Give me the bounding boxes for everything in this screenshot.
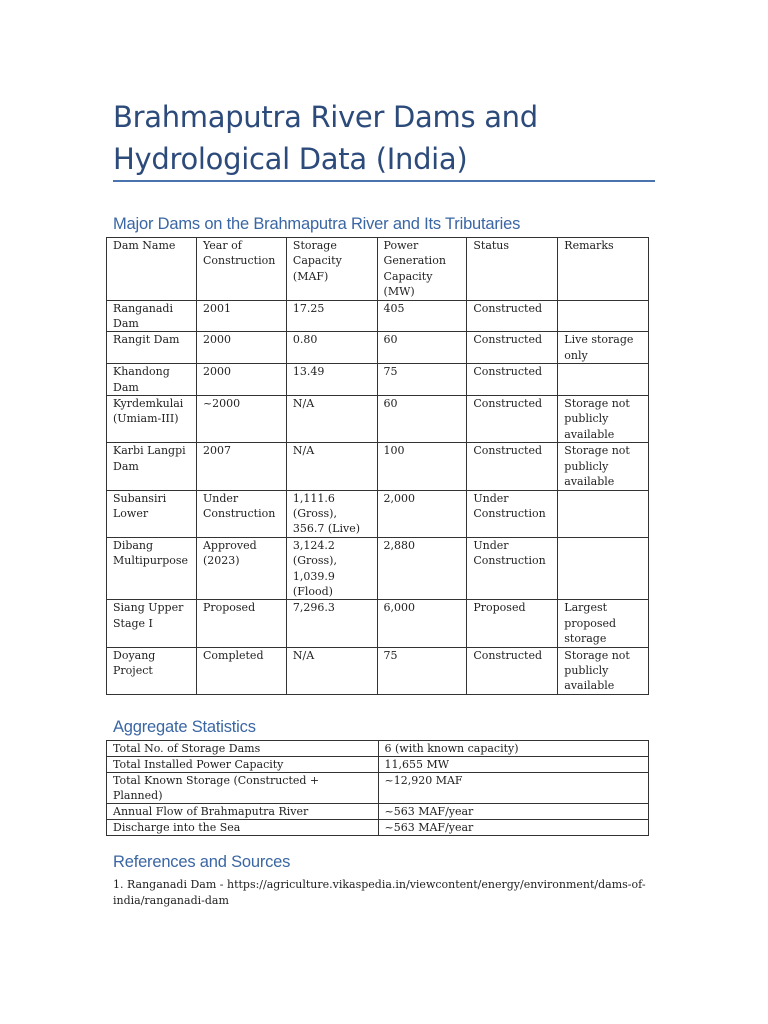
reference-item: 1. Ranganadi Dam - https://agriculture.vikaspedia.in/viewcontent/energy/environment/dams-of-india/ranganadi-dam [113,878,646,907]
dam-name-cell: Karbi Langpi Dam [107,443,197,490]
remarks-cell [558,300,649,332]
table-row [107,647,649,694]
stat-label-cell: Total Known Storage (Constructed + Planned) [107,773,379,804]
storage-cell: 17.25 [286,300,377,332]
dam-name-cell: Ranganadi Dam [107,300,197,332]
dam-name-cell: Khandong Dam [107,364,197,396]
dam-name-cell: Rangit Dam [107,332,197,364]
remarks-cell [558,490,649,537]
year-cell: 2000 [196,332,286,364]
year-cell: 2000 [196,364,286,396]
remarks-cell: Storage not publicly available [558,443,649,490]
table-row [107,820,649,836]
dam-name-cell: Siang Upper Stage I [107,600,197,647]
power-cell: 2,880 [377,537,467,600]
storage-cell: 1,111.6 (Gross), 356.7 (Live) [286,490,377,537]
year-cell: Approved (2023) [196,537,286,600]
table-row [107,537,649,600]
header-power: Power Generation Capacity (MW) [377,238,467,301]
power-cell: 60 [377,332,467,364]
table-row [107,396,649,443]
header-remarks: Remarks [558,238,649,301]
storage-cell: N/A [286,443,377,490]
storage-cell: N/A [286,647,377,694]
stat-value-cell: 6 (with known capacity) [378,741,648,757]
page-title: Brahmaputra River Dams and Hydrological Data (India) [113,100,538,176]
status-cell: Constructed [467,443,558,490]
table-row [107,490,649,537]
table-row [107,741,649,757]
dam-name-cell: Doyang Project [107,647,197,694]
table-row [107,332,649,364]
title-divider [113,180,655,182]
stat-value-cell: ~563 MAF/year [378,820,648,836]
status-cell: Constructed [467,647,558,694]
stat-label-cell: Annual Flow of Brahmaputra River [107,804,379,820]
table-row [107,773,649,804]
year-cell: Completed [196,647,286,694]
stat-value-cell: ~563 MAF/year [378,804,648,820]
power-cell: 2,000 [377,490,467,537]
dams-section-heading: Major Dams on the Brahmaputra River and Its Tributaries [113,215,521,233]
year-cell: ~2000 [196,396,286,443]
status-cell: Constructed [467,332,558,364]
table-row [107,300,649,332]
remarks-cell: Live storage only [558,332,649,364]
header-status: Status [467,238,558,301]
table-row [107,443,649,490]
status-cell: Constructed [467,364,558,396]
storage-cell: N/A [286,396,377,443]
dam-name-cell: Kyrdemkulai (Umiam-III) [107,396,197,443]
dams-table [106,237,649,695]
storage-cell: 0.80 [286,332,377,364]
aggregate-stats-table [106,740,649,836]
header-dam-name: Dam Name [107,238,197,301]
power-cell: 75 [377,364,467,396]
year-cell: Proposed [196,600,286,647]
status-cell: Under Construction [467,537,558,600]
table-row [107,600,649,647]
storage-cell: 7,296.3 [286,600,377,647]
stat-value-cell: 11,655 MW [378,757,648,773]
stat-label-cell: Total Installed Power Capacity [107,757,379,773]
status-cell: Under Construction [467,490,558,537]
remarks-cell [558,364,649,396]
remarks-cell: Storage not publicly available [558,396,649,443]
storage-cell: 3,124.2 (Gross), 1,039.9 (Flood) [286,537,377,600]
stat-value-cell: ~12,920 MAF [378,773,648,804]
dam-name-cell: Dibang Multipurpose [107,537,197,600]
references-section-heading: References and Sources [113,853,291,871]
table-row [107,804,649,820]
power-cell: 75 [377,647,467,694]
power-cell: 100 [377,443,467,490]
stat-label-cell: Total No. of Storage Dams [107,741,379,757]
stat-label-cell: Discharge into the Sea [107,820,379,836]
status-cell: Proposed [467,600,558,647]
remarks-cell: Largest proposed storage [558,600,649,647]
header-storage: Storage Capacity (MAF) [286,238,377,301]
status-cell: Constructed [467,396,558,443]
remarks-cell [558,537,649,600]
power-cell: 60 [377,396,467,443]
power-cell: 6,000 [377,600,467,647]
table-row [107,364,649,396]
year-cell: 2001 [196,300,286,332]
dams-table-header-row [107,238,649,301]
header-year: Year of Construction [196,238,286,301]
status-cell: Constructed [467,300,558,332]
year-cell: Under Construction [196,490,286,537]
table-row [107,757,649,773]
year-cell: 2007 [196,443,286,490]
aggregate-section-heading: Aggregate Statistics [113,718,256,736]
storage-cell: 13.49 [286,364,377,396]
dam-name-cell: Subansiri Lower [107,490,197,537]
power-cell: 405 [377,300,467,332]
remarks-cell: Storage not publicly available [558,647,649,694]
